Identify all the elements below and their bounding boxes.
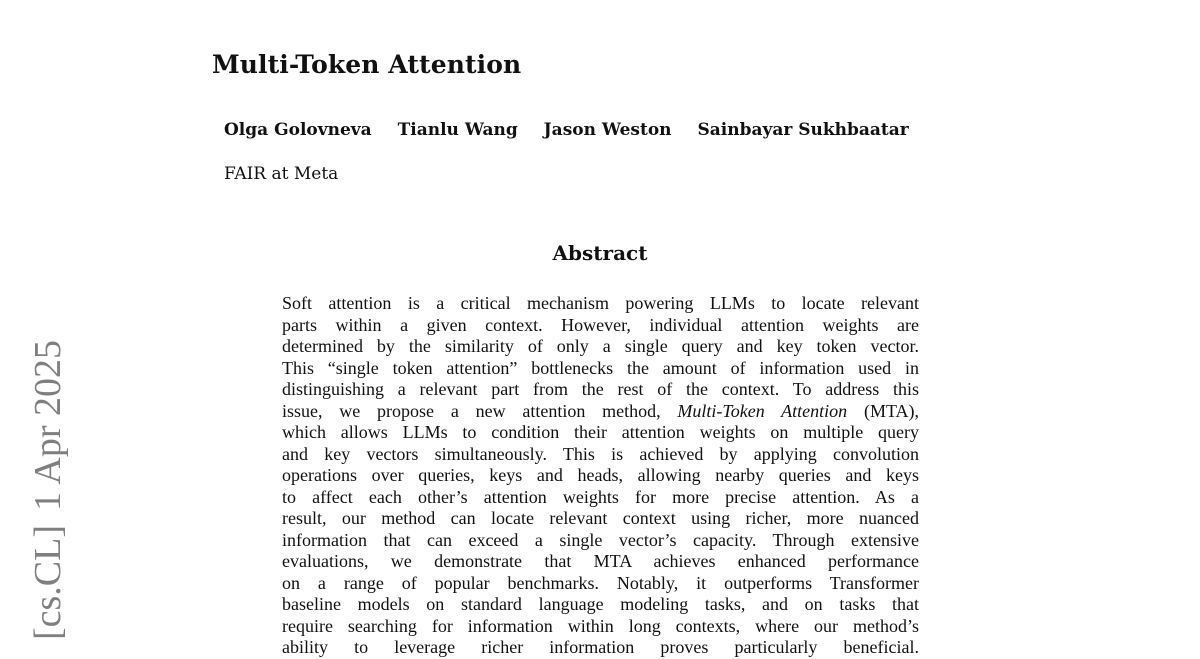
affiliation: FAIR at Meta	[224, 164, 339, 184]
abstract-line: This “single token attention” bottlenecks the amount of information used in	[282, 357, 919, 378]
author-name: Tianlu Wang	[397, 120, 518, 140]
arxiv-date: 1 Apr 2025	[27, 339, 69, 511]
abstract-line: information that can exceed a single vector’s capacity. Through extensive	[282, 529, 919, 550]
author-name: Sainbayar Sukhbaatar	[697, 120, 909, 140]
abstract-emphasis-suffix: (MTA),	[847, 400, 919, 421]
abstract-heading: Abstract	[552, 241, 648, 265]
arxiv-category: [cs.CL]	[27, 524, 69, 640]
abstract-line: parts within a given context. However, individual attention weights are	[282, 314, 919, 335]
abstract-line: Soft attention is a critical mechanism powering LLMs to locate relevant	[282, 293, 919, 313]
author-list	[224, 120, 929, 140]
abstract-line: to affect each other’s attention weights for more precise attention. As a	[282, 486, 919, 507]
abstract-line-with-emphasis	[282, 401, 919, 423]
abstract-line-start: issue, we propose a new attention method,	[282, 400, 678, 421]
abstract-line: distinguishing a relevant part from the rest of the context. To address this	[282, 379, 919, 399]
abstract-line: require searching for information within long contexts, where our method’s	[282, 615, 919, 636]
author-name: Jason Weston	[543, 120, 672, 140]
abstract-line: which allows LLMs to condition their attention weights on multiple query	[282, 422, 919, 442]
abstract-body	[282, 293, 922, 657]
abstract-line: determined by the similarity of only a single query and key token vector.	[282, 336, 919, 356]
paper-title: Multi-Token Attention	[212, 50, 522, 79]
abstract-line-clipped: ability to leverage richer information proves particularly beneficial.	[282, 637, 919, 657]
abstract-line: and key vectors simultaneously. This is achieved by applying convolution	[282, 443, 919, 464]
author-name: Olga Golovneva	[224, 120, 372, 140]
arxiv-stamp	[25, 340, 71, 640]
abstract-line: on a range of popular benchmarks. Notably, it outperforms Transformer	[282, 572, 919, 593]
abstract-emphasis: Multi-Token Attention	[677, 400, 848, 421]
abstract-line: baseline models on standard language modeling tasks, and on tasks that	[282, 594, 919, 614]
abstract-line: result, our method can locate relevant context using richer, more nuanced	[282, 508, 919, 528]
abstract-line: operations over queries, keys and heads, allowing nearby queries and keys	[282, 465, 919, 485]
abstract-line: evaluations, we demonstrate that MTA achieves enhanced performance	[282, 551, 919, 571]
